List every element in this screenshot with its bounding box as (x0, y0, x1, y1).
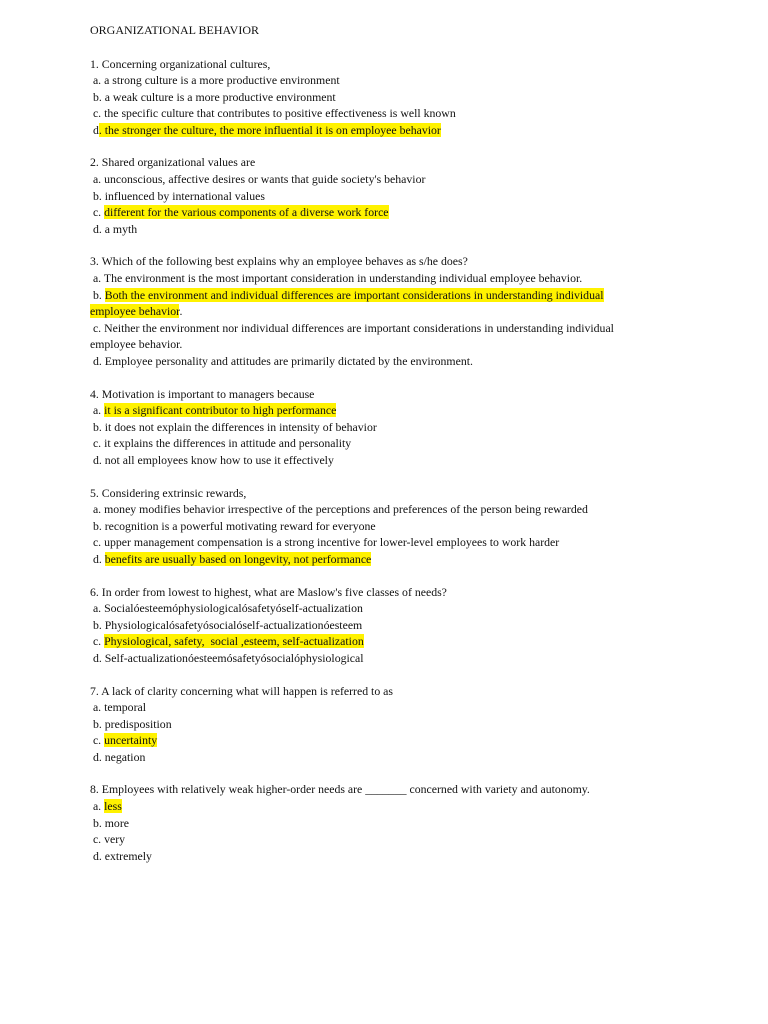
answer-option-a: a. unconscious, affective desires or wants that guide society's behavior (90, 172, 426, 187)
answer-option-d: d. a myth (90, 221, 138, 236)
answer-option-b: b. predisposition (90, 716, 172, 731)
answer-option-b: b. influenced by international values (90, 188, 265, 203)
answer-option-a-correct: a. less (90, 799, 122, 814)
question-stem: 6. In order from lowest to highest, what are Maslow's five classes of needs? (90, 584, 447, 599)
question-3 (90, 253, 650, 369)
highlighted-answer: different for the various components of a diverse work force (104, 205, 389, 220)
answer-option-a-correct: a. it is a significant contributor to high performance (90, 403, 337, 418)
answer-option-a: a. a strong culture is a more productive environment (90, 73, 340, 88)
answer-option-d-correct: d. benefits are usually based on longevity, not performance (90, 551, 372, 566)
answer-option-a: a. money modifies behavior irrespective of the perceptions and preferences of the person being rewarded (90, 502, 588, 517)
highlighted-answer: Physiological, safety, social ,esteem, self-actualization (104, 634, 364, 649)
answer-option-c-correct: c. Physiological, safety, social ,esteem, self-actualization (90, 634, 364, 649)
answer-option-a: a. Socialóesteemóphysiologicalósafetyóself-actualization (90, 601, 363, 616)
answer-option-d-correct: d. the stronger the culture, the more influential it is on employee behavior (90, 122, 441, 137)
answer-option-a: a. The environment is the most important consideration in understanding individual employee behavior. (90, 271, 583, 286)
document-page (90, 22, 650, 880)
highlighted-answer: uncertainty (104, 733, 158, 748)
question-1 (90, 56, 650, 139)
answer-option-c-correct: c. uncertainty (90, 733, 158, 748)
answer-option-d: d. negation (90, 749, 146, 764)
answer-option-b: b. a weak culture is a more productive environment (90, 89, 336, 104)
question-8 (90, 781, 650, 864)
question-stem: 4. Motivation is important to managers because (90, 386, 315, 401)
highlighted-answer: Both the environment and individual differences are important considerations in understanding individual employee behavior (90, 287, 604, 319)
answer-option-c-correct: c. different for the various components of a diverse work force (90, 205, 389, 220)
answer-option-c: c. upper management compensation is a strong incentive for lower-level employees to work harder (90, 535, 560, 550)
highlighted-answer: benefits are usually based on longevity, not performance (104, 551, 372, 566)
question-7 (90, 683, 650, 766)
question-stem: 8. Employees with relatively weak higher-order needs are _______ concerned with variety and autonomy. (90, 782, 590, 797)
answer-option-c: c. very (90, 832, 126, 847)
answer-option-b: b. recognition is a powerful motivating reward for everyone (90, 518, 376, 533)
answer-option-c: c. the specific culture that contributes to positive effectiveness is well known (90, 106, 456, 121)
document-title: ORGANIZATIONAL BEHAVIOR (90, 23, 259, 37)
highlighted-answer: it is a significant contributor to high performance (104, 403, 337, 418)
answer-option-d: d. extremely (90, 848, 152, 863)
answer-option-c: c. it explains the differences in attitude and personality (90, 436, 352, 451)
question-6 (90, 584, 650, 667)
answer-option-b: b. more (90, 815, 129, 830)
answer-option-d: d. Self-actualizationóesteemósafetyósocialóphysiological (90, 650, 364, 665)
question-stem: 3. Which of the following best explains why an employee behaves as s/he does? (90, 254, 468, 269)
answer-option-b: b. it does not explain the differences in intensity of behavior (90, 419, 377, 434)
question-stem: 5. Considering extrinsic rewards, (90, 485, 247, 500)
question-stem: 1. Concerning organizational cultures, (90, 56, 271, 71)
answer-option-d: d. not all employees know how to use it effectively (90, 452, 334, 467)
answer-option-d: d. Employee personality and attitudes are primarily dictated by the environment. (90, 354, 473, 368)
answer-option-b: b. Physiologicalósafetyósocialóself-actualizationóesteem (90, 617, 363, 632)
answer-option-b-correct: b. Both the environment and individual differences are important considerations in understanding individual employee behavior. (90, 287, 604, 319)
question-2 (90, 154, 650, 237)
question-stem: 7. A lack of clarity concerning what will happen is referred to as (90, 683, 394, 698)
answer-option-a: a. temporal (90, 700, 147, 715)
question-5 (90, 485, 650, 568)
highlighted-answer: . the stronger the culture, the more influential it is on employee behavior (98, 122, 441, 137)
question-4 (90, 386, 650, 469)
answer-option-c: c. Neither the environment nor individual differences are important considerations in understanding individual employee behavior. (90, 320, 614, 352)
question-stem: 2. Shared organizational values are (90, 155, 256, 170)
highlighted-answer: less (104, 799, 122, 814)
